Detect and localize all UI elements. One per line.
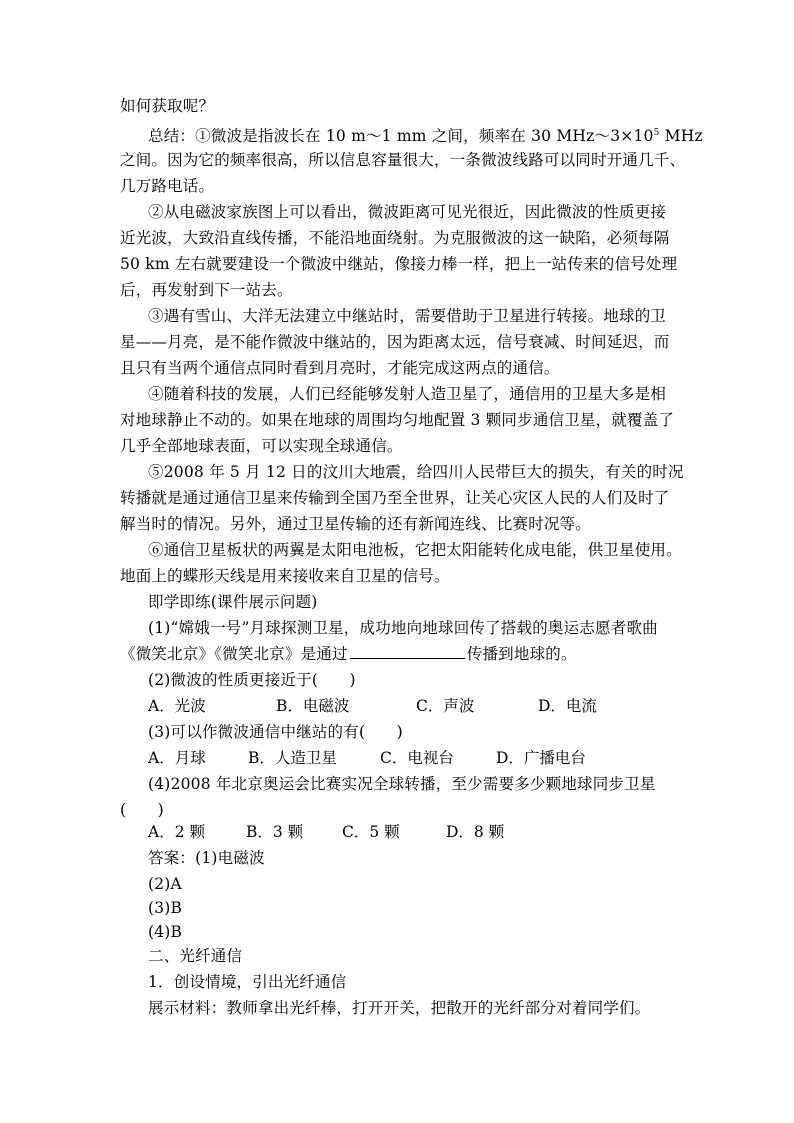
text-line: 50 km 左右就要建设一个微波中继站，像接力棒一样，把上一站传来的信号处理 [120, 255, 678, 273]
answer-line: 答案：(1)电磁波 [148, 849, 265, 867]
question-4: (4)2008 年北京奥运会比赛实况全球转播，至少需要多少颗地球同步卫星 [148, 775, 656, 793]
text-line: ⑤2008 年 5 月 12 日的汶川大地震，给四川人民带巨大的损失，有关的时况 [148, 463, 684, 481]
text-line: 解当时的情况。另外，通过卫星传输的还有新闻连线、比赛时况等。 [120, 515, 592, 533]
option-b: B．人造卫星 [248, 749, 337, 767]
answer-line: (3)B [148, 899, 183, 917]
text-line: 近光波，大致沿直线传播，不能沿地面绕射。为克服微波的这一缺陷，必须每隔 [120, 229, 670, 247]
text-line: 且只有当两个通信点同时看到月亮时，才能完成这两点的通信。 [120, 359, 560, 377]
text-line: ③遇有雪山、大洋无法建立中继站时，需要借助于卫星进行转接。地球的卫 [148, 307, 667, 325]
answer-blank [350, 644, 465, 659]
option-d: D．电流 [538, 697, 597, 715]
summary-line: 总结：①微波是指波长在 10 m～1 mm 之间，频率在 30 $MHz\sim 3\times 10^5$ MHz [148, 127, 703, 145]
option-c: C．声波 [416, 697, 475, 715]
option-c: C．5 颗 [342, 823, 400, 841]
text-line: 星——月亮，是不能作微波中继站的，因为距离太远，信号衰减、时间延迟，而 [120, 333, 670, 351]
section-heading: 二、光纤通信 [148, 947, 243, 965]
option-a: A．月球 [148, 749, 206, 767]
text-line: ④随着科技的发展，人们已经能够发射人造卫星了，通信用的卫星大多是相 [148, 385, 667, 403]
question-2-options [148, 696, 668, 716]
question-3: (3)可以作微波通信中继站的有( ) [148, 723, 403, 741]
option-a: A．2 颗 [148, 823, 205, 841]
text-line: 后，再发射到下一站去。 [120, 281, 293, 299]
option-a: A．光波 [148, 697, 206, 715]
option-b: B．电磁波 [276, 697, 350, 715]
question-3-options [148, 748, 668, 768]
text-line: 如何获取呢？ [120, 97, 215, 115]
text-line: 展示材料：教师拿出光纤棒，打开开关，把散开的光纤部分对着同学们。 [148, 999, 651, 1017]
text-line: ⑥通信卫星板状的两翼是太阳电池板，它把太阳能转化成电能，供卫星使用。 [148, 541, 682, 559]
text-line: 几万路电话。 [120, 177, 215, 195]
question-4-paren: ( ) [120, 801, 164, 819]
practice-heading: 即学即练(课件展示问题) [148, 593, 318, 611]
question-1-cont: 《微笑北京》《微笑北京》是通过 传播到地球的。 [120, 645, 577, 663]
text-line: 对地球静止不动的。如果在地球的周围均匀地配置 3 颗同步通信卫星，就覆盖了 [120, 411, 675, 429]
question-1: (1)“嫦娥一号”月球探测卫星，成功地向地球回传了搭载的奥运志愿者歌曲 [148, 619, 658, 637]
text-line: 转播就是通过通信卫星来传输到全国乃至全世界，让关心灾区人民的人们及时了 [120, 489, 670, 507]
option-c: C．电视台 [380, 749, 454, 767]
answer-line: (4)B [148, 923, 183, 941]
option-d: D．广播电台 [496, 749, 586, 767]
question-2: (2)微波的性质更接近于( ) [148, 671, 356, 689]
text-line: 几乎全部地球表面，可以实现全球通信。 [120, 437, 403, 455]
option-b: B．3 颗 [246, 823, 304, 841]
text-line: ②从电磁波家族图上可以看出，微波距离可见光很近，因此微波的性质更接 [148, 203, 667, 221]
option-d: D．8 颗 [446, 823, 505, 841]
subsection-heading: 1．创设情境，引出光纤通信 [148, 973, 347, 991]
text-line: 之间。因为它的频率很高，所以信息容量很大，一条微波线路可以同时开通几千、 [120, 151, 686, 169]
question-4-options [148, 822, 668, 842]
answer-line: (2)A [148, 875, 182, 893]
text-line: 地面上的蝶形天线是用来接收来自卫星的信号。 [120, 567, 450, 585]
